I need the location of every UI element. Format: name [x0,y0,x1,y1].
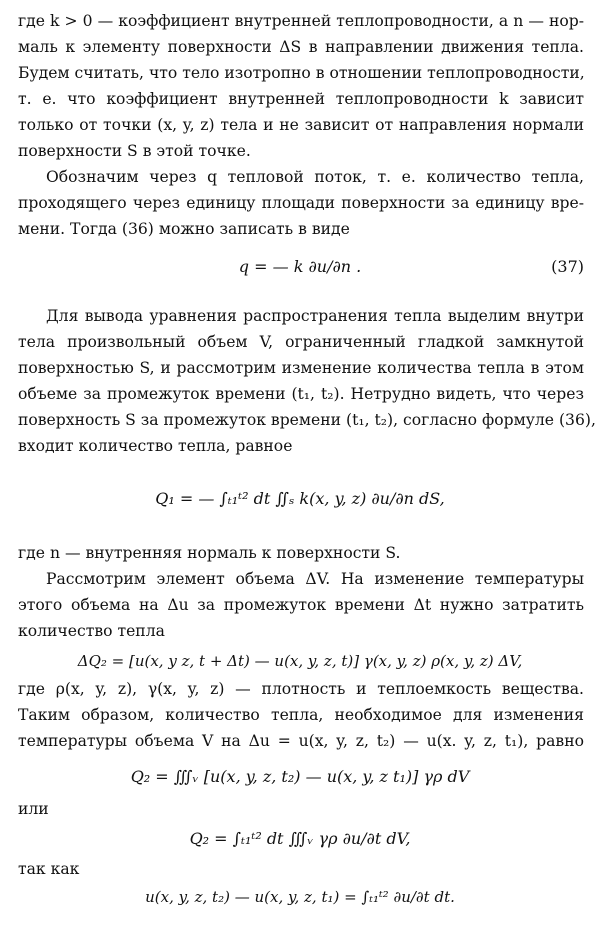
equation-q2-volume: Q₂ = ∭ᵥ [u(x, y, z, t₂) — u(x, y, z t₁)] γρ dV [130,767,470,786]
text-line: т. е. что коэффициент внутренней теплопроводности k зависит [18,90,584,108]
equation-37: q = — k ∂u/∂n . [238,257,362,276]
text-line: объеме за промежуток времени (t₁, t₂). Нетрудно видеть, что через [18,385,584,403]
text-line: где k > 0 — коэффициент внутренней теплопроводности, а n — нор- [18,12,584,30]
text-line: поверхностью S, и рассмотрим изменение количества тепла в этом [18,359,584,377]
text-line: Таким образом, количество тепла, необходимое для изменения [18,706,584,724]
text-line: маль к элементу поверхности ΔS в направлении движения тепла. [18,38,584,56]
text-line: Обозначим через q тепловой поток, т. е. количество тепла, [46,168,584,186]
text-line: или [18,800,49,818]
equation-number: (37) [551,257,584,276]
text-line: этого объема на Δu за промежуток времени Δt нужно затратить [18,596,584,614]
text-line: количество тепла [18,622,165,640]
text-line: где ρ(x, y, z), γ(x, y, z) — плотность и теплоемкость вещества. [18,680,584,698]
text-line: Будем считать, что тело изотропно в отношении теплопроводности, [18,64,585,82]
text-line: температуры объема V на Δu = u(x, y, z, t₂) — u(x. y, z, t₁), равно [18,732,584,750]
text-line: проходящего через единицу площади поверхности за единицу вре- [18,194,584,212]
text-line: где n — внутренняя нормаль к поверхности S. [18,544,401,562]
text-line: тела произвольный объем V, ограниченный гладкой замкнутой [18,333,584,351]
equation-delta-q2: ΔQ₂ = [u(x, y z, t + Δt) — u(x, y, z, t)] γ(x, y, z) ρ(x, y, z) ΔV, [77,652,523,670]
text-line: входит количество тепла, равное [18,437,293,455]
text-line: поверхность S за промежуток времени (t₁, t₂), согласно формуле (36), [18,411,596,429]
text-line: поверхности S в этой точке. [18,142,251,160]
equation-q2-time: Q₂ = ∫ₜ₁ᵗ² dt ∭ᵥ γρ ∂u/∂t dV, [189,829,411,848]
text-line: только от точки (x, y, z) тела и не зависит от направления нормали [18,116,584,134]
equation-u-difference: u(x, y, z, t₂) — u(x, y, z, t₁) = ∫ₜ₁ᵗ² ∂u/∂t dt. [145,888,455,906]
text-line: мени. Тогда (36) можно записать в виде [18,220,350,238]
text-line: так как [18,860,80,878]
text-line: Для вывода уравнения распространения тепла выделим внутри [46,307,584,325]
equation-q1: Q₁ = — ∫ₜ₁ᵗ² dt ∬ₛ k(x, y, z) ∂u/∂n dS, [155,489,445,508]
text-line: Рассмотрим элемент объема ΔV. На изменение температуры [46,570,584,588]
